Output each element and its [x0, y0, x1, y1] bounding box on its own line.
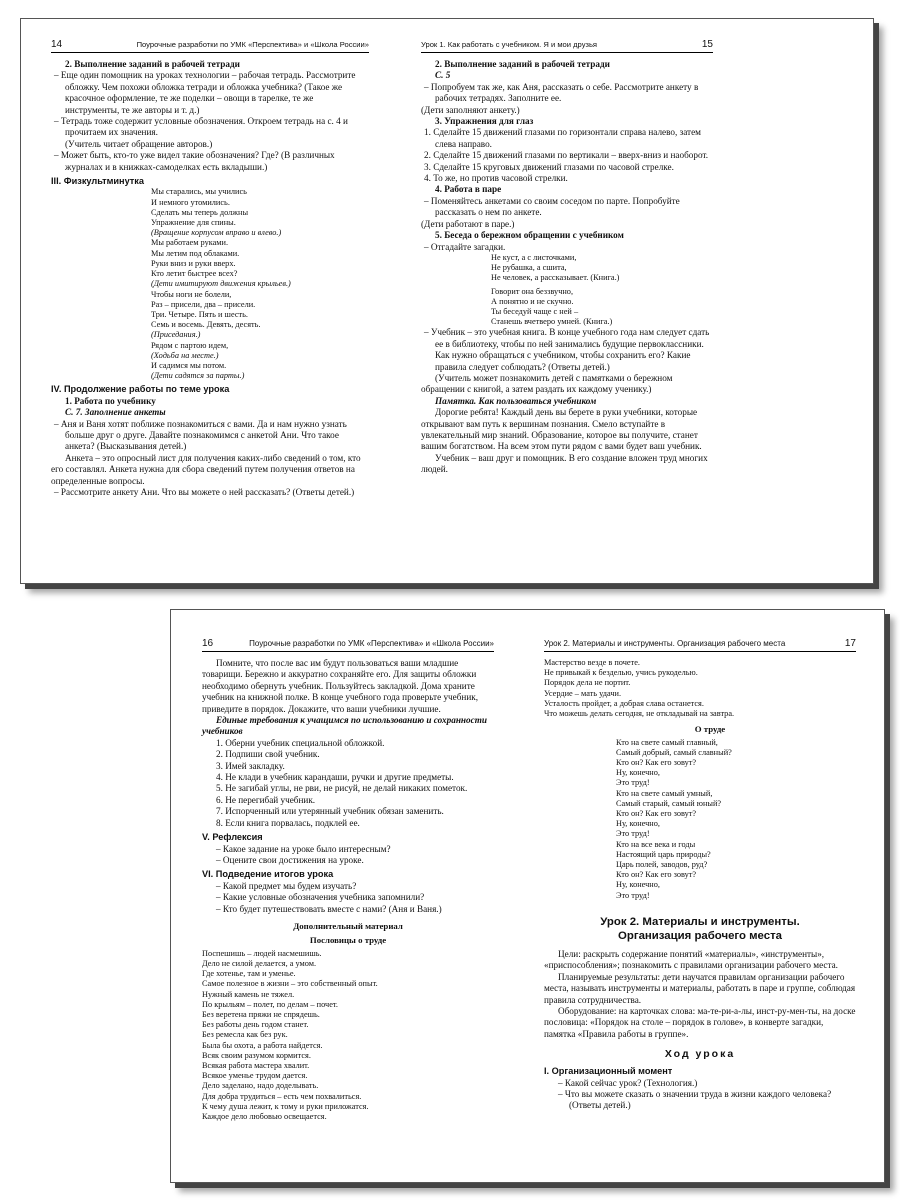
text-block — [544, 949, 856, 1040]
text-line: – Кто будет путешествовать вместе с нами? (Аня и Ваня.) — [216, 903, 442, 914]
text-block — [51, 384, 369, 498]
lesson-title-line: Урок 2. Материалы и инструменты. — [600, 915, 800, 928]
text-line: Мы летим под облаками. — [151, 248, 240, 258]
text-line: 2. Сделайте 15 движений глазами по вертикали – вверх-вниз и наоборот. — [424, 150, 709, 161]
text-block — [202, 832, 494, 915]
text-line: Ну, конечно, — [616, 819, 660, 829]
text-line: Сделать мы теперь должны — [151, 207, 249, 217]
text-line: Порядок дела не портит. — [544, 678, 631, 688]
text-line: Усердие – мать удачи. — [544, 688, 622, 698]
text-block — [544, 1066, 856, 1112]
text-line: 7. Испорченный или утерянный учебник обязан заменить. — [216, 806, 444, 817]
text-line: Памятка. Как пользоваться учебником — [435, 395, 597, 406]
text-line: Это труд! — [616, 829, 650, 839]
page-number: 17 — [844, 638, 856, 649]
text-line: По крыльям – полет, по делам – почет. — [202, 999, 338, 1009]
text-line: – Рассмотрите анкету Ани. Что вы можете о ней рассказать? (Ответы детей.) — [54, 486, 355, 497]
text-line: (Дети работают в паре.) — [421, 218, 515, 229]
text-line: 1. Оберни учебник специальной обложкой. — [216, 737, 385, 748]
text-line: Три. Четыре. Пять и шесть. — [151, 309, 248, 319]
text-line: Кто на свете самый умный, — [616, 788, 713, 798]
text-line: Настоящий царь природы? — [616, 849, 711, 859]
lesson-course-title: Ход урока — [664, 1048, 736, 1061]
running-header — [421, 39, 713, 53]
text-line: (Дети заполняют анкету.) — [421, 104, 520, 115]
exercise-poem — [51, 187, 369, 381]
text-line: Каждое дело любовью освещается. — [202, 1112, 327, 1121]
text-line: – Аня и Ваня хотят поближе познакомиться с вами. Да и нам нужно узнать больше друг о друге. Давайте познакомимся с анкетой Ани. Что такое анкета? (Высказывания детей.) — [54, 418, 347, 452]
text-line: – Поменяйтесь анкетами со своим соседом по парте. Попробуйте рассказать о нем по анкете. — [424, 195, 680, 218]
text-line: Без работы день годом станет. — [202, 1020, 309, 1030]
text-line: 2. Выполнение заданий в рабочей тетради — [65, 59, 240, 69]
text-line: (Приседания.) — [151, 330, 201, 340]
text-line: 4. Не клади в учебник карандаши, ручки и другие предметы. — [216, 772, 454, 783]
text-block — [202, 658, 494, 738]
labor-poem — [544, 738, 856, 901]
text-line: Самый добрый, самый славный? — [616, 747, 732, 757]
text-line: – Что вы можете сказать о значении труда в жизни каждого человека? (Ответы детей.) — [558, 1088, 832, 1111]
text-line: Ну, конечно, — [616, 768, 660, 778]
text-line: – Попробуем так же, как Аня, рассказать о себе. Рассмотрите анкету в рабочих тетрадях. Заполните ее. — [424, 81, 699, 104]
text-line: Упражнение для спины. — [151, 218, 236, 228]
text-line: – Еще один помощник на уроках технологии – рабочая тетрадь. Рассмотрите обложку. Чем похожи обложка тетради и обложка учебника? (Такое же красочное оформление, те же поделки – овощи в тарелке, те же инструменты, те же авторы и т. д.) — [54, 70, 356, 115]
text-line: Что можешь делать сегодня, не откладывай на завтра. — [544, 709, 735, 719]
text-line: Это труд! — [616, 778, 650, 788]
text-line: – Какое задание на уроке было интересным? — [216, 843, 391, 854]
text-line: И немного утомились. — [151, 197, 230, 207]
text-line: Дело заделано, надо доделывать. — [202, 1081, 319, 1091]
text-line: 8. Если книга порвалась, подклей ее. — [216, 817, 360, 828]
text-line: Станешь вчетверо умней. (Книга.) — [491, 317, 613, 327]
text-line: Кто на свете самый главный, — [616, 737, 718, 747]
text-line: Говорит она беззвучно, — [491, 286, 574, 296]
text-line: Без ремесла как без рук. — [202, 1030, 288, 1040]
text-line: Это труд! — [616, 890, 650, 900]
text-line: 5. Беседа о бережном обращении с учебником — [435, 230, 624, 241]
text-line: Дорогие ребята! Каждый день вы берете в руки учебники, которые открывают вам путь к вершинам познания. Смело вступайте в увлекательный мир знаний. Образование, которое вы получите, станет вашим богатством. На всем этом пути рядом с вами будет ваш учебник. — [421, 407, 702, 452]
text-line: Оборудование: на карточках слова: ма-те-ри-а-лы, инст-ру-мен-ты, на доске пословица: «Порядок на столе – порядок в голове», в конверте загадки, памятка «Правила работы в группе». — [544, 1005, 856, 1039]
text-line: 5. Не загибай углы, не рви, не рисуй, не делай никаких пометок. — [216, 783, 468, 794]
text-line: Всякая работа мастера хвалит. — [202, 1060, 310, 1070]
running-header — [51, 39, 369, 53]
text-line: III. Физкультминутка — [51, 176, 145, 187]
text-line: Ты беседуй чаще с ней – — [491, 306, 579, 316]
riddle — [421, 287, 713, 328]
text-line: Всякое уменье трудом дается. — [202, 1071, 308, 1081]
text-line: Поспешишь – людей насмешишь. — [202, 948, 322, 958]
book-spread-pages-16-17 — [170, 609, 885, 1183]
text-line: 3. Сделайте 15 круговых движений глазами по часовой стрелке. — [424, 161, 674, 172]
text-line: Ну, конечно, — [616, 880, 660, 890]
text-line: – Какой сейчас урок? (Технология.) — [558, 1077, 698, 1088]
text-line: Мы работаем руками. — [151, 238, 229, 248]
text-line: V. Рефлексия — [202, 832, 263, 843]
page-15 — [421, 39, 713, 583]
page-17 — [544, 638, 856, 1182]
text-line: Учебник – ваш друг и помощник. В его создание вложен труд многих людей. — [421, 452, 708, 475]
text-line: Кто летит быстрее всех? — [151, 269, 238, 279]
text-line: Без веретена пряжи не спрядешь. — [202, 1009, 320, 1019]
text-line: – Отгадайте загадки. — [424, 241, 506, 252]
page-number: 16 — [202, 638, 214, 649]
text-line: (Вращение корпусом вправо и влево.) — [151, 228, 282, 238]
text-line: Не человек, а рассказывает. (Книга.) — [491, 273, 620, 283]
text-line: Дело не силой делается, а умом. — [202, 958, 317, 968]
text-line: Помните, что после вас им будут пользоваться ваши младшие товарищи. Бережно и аккуратно сохраняйте его. Для защиты обложки необходимо обернуть учебник. Пользуйтесь закладкой. Дома храните учебник на книжной полке. В конце учебного года проверьте учебник, приведите в порядок. Докажите, что ваши учебники лучшие. — [202, 658, 478, 714]
text-line: Где хотенье, там и уменье. — [202, 969, 296, 979]
text-line: Кто он? Как его зовут? — [616, 870, 697, 880]
text-line: К чему душа лежит, к тому и руки приложатся. — [202, 1101, 369, 1111]
text-line: Раз – присели, два – присели. — [151, 299, 256, 309]
text-line: – Тетрадь тоже содержит условные обозначения. Откроем тетрадь на с. 4 и прочитаем их значения. — [54, 116, 348, 138]
text-line: Царь полей, заводов, руд? — [616, 860, 708, 870]
book-spread-pages-14-15 — [20, 18, 874, 584]
text-line: Кто он? Как его зовут? — [616, 809, 697, 819]
text-line: Не привыкай к безделью, учись рукоделью. — [544, 668, 698, 678]
text-line: (Учитель может познакомить детей с памятками о бережном обращении с книгой, а затем раздать их каждому ученику.) — [421, 372, 673, 395]
text-line: I. Организационный момент — [544, 1066, 673, 1077]
text-line: Мастерство везде в почете. — [544, 658, 640, 667]
text-line: Семь и восемь. Девять, десять. — [151, 320, 261, 330]
text-line: Не куст, а с листочками, — [491, 252, 577, 262]
text-line: 2. Подпиши свой учебник. — [216, 749, 320, 760]
text-line: Единые требования к учащимся по использованию и сохранности учебников — [202, 715, 487, 737]
text-line: Чтобы ноги не болели, — [151, 289, 232, 299]
text-line: Рядом с партою идем, — [151, 340, 229, 350]
running-head-title: Поурочные разработки по УМК «Перспектива» и «Школа России» — [249, 639, 494, 648]
text-block — [51, 59, 369, 187]
text-line: И садимся мы потом. — [151, 360, 227, 370]
text-line: (Дети садятся за парты.) — [151, 371, 245, 381]
text-line: 1. Сделайте 15 движений глазами по горизонтали справа налево, затем слева направо. — [424, 127, 701, 149]
running-head-title: Урок 1. Как работать с учебником. Я и мои друзья — [421, 40, 598, 49]
text-line: IV. Продолжение работы по теме урока — [51, 384, 230, 395]
text-line: Мы старались, мы учились — [151, 187, 247, 197]
page-number: 14 — [51, 39, 63, 50]
text-line: (Ходьба на месте.) — [151, 350, 219, 360]
text-line: С. 5 — [435, 70, 451, 81]
text-line: Нужный камень не тяжел. — [202, 989, 295, 999]
lesson-title — [544, 915, 856, 943]
text-line: С. 7. Заполнение анкеты — [65, 407, 166, 418]
text-line: Анкета – это опросный лист для получения каких-либо сведений о том, кто его составлял. Анкета нужна для сбора сведений путем получения ответов на определенные вопросы. — [51, 452, 361, 486]
text-line: VI. Подведение итогов урока — [202, 869, 334, 880]
text-line: Всяк своим разумом кормится. — [202, 1050, 311, 1060]
running-head-title: Поурочные разработки по УМК «Перспектива» и «Школа России» — [136, 40, 369, 49]
text-line: 1. Работа по учебнику — [65, 395, 156, 406]
text-line: Была бы охота, а работа найдется. — [202, 1040, 323, 1050]
text-line: – Может быть, кто-то уже видел такие обозначения? Где? (В различных журналах и в книжках-самоделках есть вкладыши.) — [54, 150, 335, 172]
text-block — [421, 59, 713, 253]
text-line: А понятно и не скучно. — [491, 296, 574, 306]
text-line: (Дети имитируют движения крыльев.) — [151, 279, 291, 289]
text-line: Не рубашка, а сшита, — [491, 263, 567, 273]
text-line: Самый старый, самый юный? — [616, 798, 722, 808]
rules-list — [202, 738, 494, 829]
text-block — [421, 327, 713, 475]
text-line: Кто он? Как его зовут? — [616, 758, 697, 768]
running-header — [544, 638, 856, 652]
text-line: Самое полезное в жизни – это собственный опыт. — [202, 979, 378, 989]
text-line: Планируемые результаты: дети научатся правилам организации рабочего места, называть инструменты и материалы, работать в паре и группе, соблюдая правила сотрудничества. — [544, 971, 856, 1005]
text-line: Руки вниз и руки вверх. — [151, 258, 236, 268]
proverbs-title: Пословицы о труде — [309, 935, 387, 946]
poem-title: О труде — [694, 724, 726, 735]
text-line: 3. Упражнения для глаз — [435, 116, 534, 127]
text-line: (Учитель читает обращение авторов.) — [65, 138, 213, 149]
text-line: 6. Не перегибай учебник. — [216, 794, 316, 805]
text-line: Для добра трудиться – есть чем похвалиться. — [202, 1091, 362, 1101]
extra-material-title: Дополнительный материал — [293, 920, 403, 931]
page-14 — [51, 39, 369, 583]
running-head-title: Урок 2. Материалы и инструменты. Организация рабочего места — [544, 639, 786, 648]
text-line: – Оцените свои достижения на уроке. — [216, 854, 364, 865]
text-line: – Какие условные обозначения учебника запомнили? — [216, 892, 425, 903]
text-line: 4. То же, но против часовой стрелки. — [424, 173, 568, 184]
text-line: Усталость пройдет, а добрая слава останется. — [544, 698, 704, 708]
text-line: 2. Выполнение заданий в рабочей тетради — [435, 59, 610, 69]
riddle — [421, 253, 713, 284]
text-line: 4. Работа в паре — [435, 184, 502, 195]
text-line: Цели: раскрыть содержание понятий «материалы», «инструменты», «приспособления»; познакомить с правилами организации рабочего места. — [544, 948, 838, 971]
text-line: – Какой предмет мы будем изучать? — [216, 880, 357, 891]
proverbs-list — [202, 949, 494, 1122]
page-16 — [202, 638, 494, 1182]
text-line: 3. Имей закладку. — [216, 760, 285, 771]
text-line: – Учебник – это учебная книга. В конце учебного года нам следует сдать ее в библиотеку, чтобы по ней занимались будущие первоклассники. Как нужно обращаться с учебником, чтобы сохранить его? Какие правила следует соблюдать? (Ответы детей.) — [424, 327, 710, 372]
page-number: 15 — [701, 39, 713, 50]
text-line: Кто на все века и годы — [616, 839, 696, 849]
running-header — [202, 638, 494, 652]
proverbs-list — [544, 658, 856, 719]
lesson-title-line: Организация рабочего места — [618, 929, 782, 942]
